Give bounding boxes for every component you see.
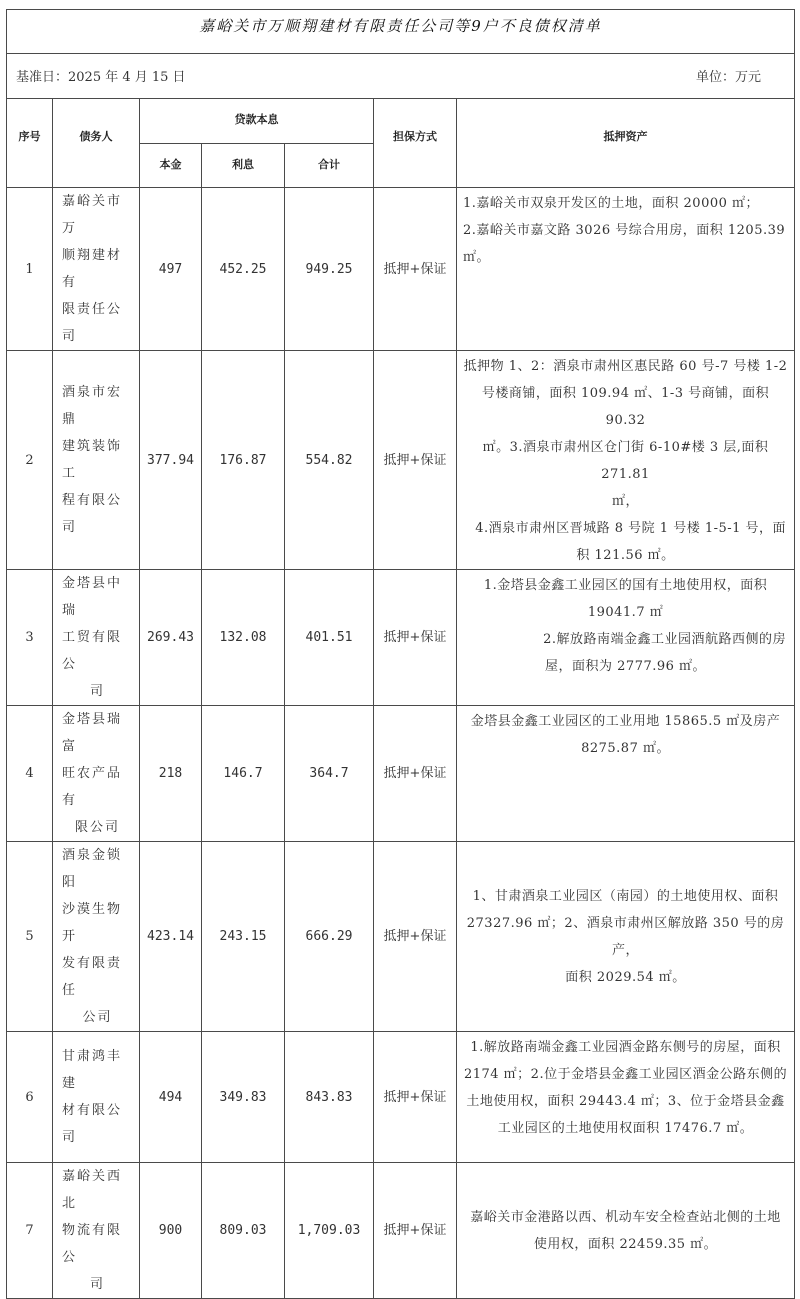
- table-row: [7, 351, 795, 570]
- header-seq: 序号: [7, 99, 53, 188]
- debtor-cell: [53, 570, 140, 706]
- table-row: [7, 188, 795, 351]
- seq-cell: 1: [7, 188, 53, 351]
- principal-cell: 377.94: [140, 351, 202, 570]
- header-total: 合计: [285, 144, 374, 188]
- debtor-cell: [53, 842, 140, 1032]
- debtor-line: 工贸有限公: [62, 630, 123, 672]
- date-row: [7, 54, 795, 99]
- principal-cell: 900: [140, 1163, 202, 1299]
- debtor-line: 旺农产品有: [62, 766, 123, 808]
- total-cell: 666.29: [285, 842, 374, 1032]
- principal-cell: 269.43: [140, 570, 202, 706]
- seq-cell: 6: [7, 1032, 53, 1163]
- total-cell: 843.83: [285, 1032, 374, 1163]
- debtor-line: 顺翔建材有: [62, 248, 123, 290]
- base-date: 基准日：2025 年 4 月 15 日: [16, 70, 186, 85]
- collateral-line: 1.金塔县金鑫工业园区的国有土地使用权，面积: [483, 578, 768, 593]
- collateral-line: 1、甘肃酒泉工业园区（南园）的土地使用权、面积: [472, 888, 779, 904]
- debtor-line: 程有限公司: [62, 493, 123, 535]
- guarantee-cell: 抵押+保证: [374, 1163, 457, 1299]
- interest-cell: 132.08: [202, 570, 285, 706]
- collateral-line: ㎡。3.酒泉市肃州区仓门街 6-10#楼 3 层,面积 271.81: [482, 440, 769, 482]
- principal-cell: 218: [140, 706, 202, 842]
- header-collateral: 抵押资产: [457, 99, 795, 188]
- debtor-line: 嘉峪关市万: [62, 194, 123, 236]
- interest-cell: 452.25: [202, 188, 285, 351]
- debtor-line: 材有限公司: [62, 1103, 123, 1145]
- collateral-line: 使用权，面积 22459.35 ㎡。: [533, 1236, 718, 1252]
- debtor-line: 建筑装饰工: [62, 439, 123, 481]
- debt-list-sheet: [6, 9, 794, 1299]
- table-row: [7, 842, 795, 1032]
- collateral-cell: [457, 1163, 795, 1299]
- header-guarantee: 担保方式: [374, 99, 457, 188]
- collateral-line: 1.嘉峪关市双泉开发区的土地，面积 20000 ㎡；: [463, 196, 760, 211]
- total-cell: 364.7: [285, 706, 374, 842]
- principal-cell: 423.14: [140, 842, 202, 1032]
- debtor-cell: [53, 1163, 140, 1299]
- interest-cell: 809.03: [202, 1163, 285, 1299]
- principal-cell: 494: [140, 1032, 202, 1163]
- total-cell: 554.82: [285, 351, 374, 570]
- collateral-line: 积 121.56 ㎡。: [576, 548, 675, 563]
- collateral-line: ㎡，: [612, 494, 640, 509]
- collateral-line: 嘉峪关市金港路以西、机动车安全检查站北侧的土地: [470, 1209, 781, 1225]
- header-principal: 本金: [140, 144, 202, 188]
- table-row: [7, 1032, 795, 1163]
- unit-label: 单位：万元: [696, 70, 762, 85]
- debtor-line: 嘉峪关西北: [62, 1169, 123, 1211]
- table-row: [7, 706, 795, 842]
- debtor-line: 发有限责任: [62, 956, 123, 998]
- collateral-line: 19041.7 ㎡: [587, 605, 664, 620]
- collateral-line: 金塔县金鑫工业园区的工业用地 15865.5 ㎡及房产: [470, 714, 781, 729]
- table-row: [7, 570, 795, 706]
- collateral-line: 2.嘉峪关市嘉文路 3026 号综合用房，面积 1205.39: [463, 223, 786, 238]
- guarantee-cell: 抵押+保证: [374, 706, 457, 842]
- guarantee-cell: 抵押+保证: [374, 188, 457, 351]
- guarantee-cell: 抵押+保证: [374, 351, 457, 570]
- interest-cell: 349.83: [202, 1032, 285, 1163]
- interest-cell: 146.7: [202, 706, 285, 842]
- collateral-line: 8275.87 ㎡。: [581, 741, 670, 756]
- collateral-line: 1.解放路南端金鑫工业园酒金路东侧号的房屋，面积: [470, 1040, 781, 1055]
- collateral-cell: [457, 188, 795, 351]
- debtor-line: 甘肃鸿丰建: [62, 1049, 123, 1091]
- principal-cell: 497: [140, 188, 202, 351]
- seq-cell: 4: [7, 706, 53, 842]
- interest-cell: 176.87: [202, 351, 285, 570]
- title-cell: [7, 10, 795, 54]
- collateral-line: 土地使用权，面积 29443.4 ㎡；3、位于金塔县金鑫: [466, 1094, 785, 1109]
- debtor-line: 物流有限公: [62, 1223, 123, 1265]
- collateral-cell: [457, 706, 795, 842]
- date-cell: [7, 54, 795, 99]
- guarantee-cell: 抵押+保证: [374, 842, 457, 1032]
- collateral-line: 面积 2029.54 ㎡。: [565, 969, 686, 985]
- seq-cell: 5: [7, 842, 53, 1032]
- collateral-cell: [457, 1032, 795, 1163]
- interest-cell: 243.15: [202, 842, 285, 1032]
- debtor-cell: [53, 188, 140, 351]
- seq-cell: 3: [7, 570, 53, 706]
- collateral-cell: [457, 351, 795, 570]
- collateral-line: 屋，面积为 2777.96 ㎡。: [545, 659, 707, 674]
- debtor-cell: [53, 706, 140, 842]
- collateral-cell: [457, 570, 795, 706]
- debtor-line: 酒泉市宏鼎: [62, 385, 123, 427]
- total-cell: 949.25: [285, 188, 374, 351]
- debtor-line: 限公司: [74, 820, 120, 835]
- collateral-line: 2174 ㎡；2.位于金塔县金鑫工业园区酒金公路东侧的: [463, 1067, 788, 1082]
- header-interest: 利息: [202, 144, 285, 188]
- debtor-line: 金塔县中瑞: [62, 576, 123, 618]
- table-row: [7, 1163, 795, 1299]
- guarantee-cell: 抵押+保证: [374, 1032, 457, 1163]
- seq-cell: 7: [7, 1163, 53, 1299]
- debtor-line: 限责任公司: [62, 302, 123, 344]
- header-loan: 贷款本息: [140, 99, 374, 144]
- debtor-line: 司: [89, 1277, 105, 1292]
- debtor-line: 酒泉金锁阳: [62, 848, 123, 890]
- collateral-line: 2.解放路南端金鑫工业园酒航路西侧的房: [543, 632, 787, 647]
- title-row: [7, 10, 795, 54]
- debtor-line: 公司: [82, 1010, 113, 1025]
- debtor-cell: [53, 1032, 140, 1163]
- document-title: 嘉峪关市万顺翔建材有限责任公司等9户不良债权清单: [199, 17, 602, 35]
- header-row-1: [7, 99, 795, 144]
- collateral-cell: [457, 842, 795, 1032]
- seq-cell: 2: [7, 351, 53, 570]
- debtor-line: 司: [89, 684, 105, 699]
- guarantee-cell: 抵押+保证: [374, 570, 457, 706]
- collateral-line: 4.酒泉市肃州区晋城路 8 号院 1 号楼 1-5-1 号，面: [475, 521, 787, 536]
- total-cell: 401.51: [285, 570, 374, 706]
- header-debtor: 债务人: [53, 99, 140, 188]
- collateral-line: 工业园区的土地使用权面积 17476.7 ㎡。: [497, 1121, 754, 1136]
- total-cell: 1,709.03: [285, 1163, 374, 1299]
- collateral-line: ㎡。: [463, 250, 491, 265]
- debtor-cell: [53, 351, 140, 570]
- debt-list-table: [6, 9, 795, 1299]
- collateral-line: 号楼商铺，面积 109.94 ㎡、1-3 号商铺，面积 90.32: [481, 386, 770, 428]
- collateral-line: 27327.96 ㎡；2、酒泉市肃州区解放路 350 号的房产，: [466, 915, 785, 958]
- debtor-line: 沙漠生物开: [62, 902, 123, 944]
- debtor-line: 金塔县瑞富: [62, 712, 123, 754]
- collateral-line: 抵押物 1、2：酒泉市肃州区惠民路 60 号-7 号楼 1-2: [463, 359, 788, 374]
